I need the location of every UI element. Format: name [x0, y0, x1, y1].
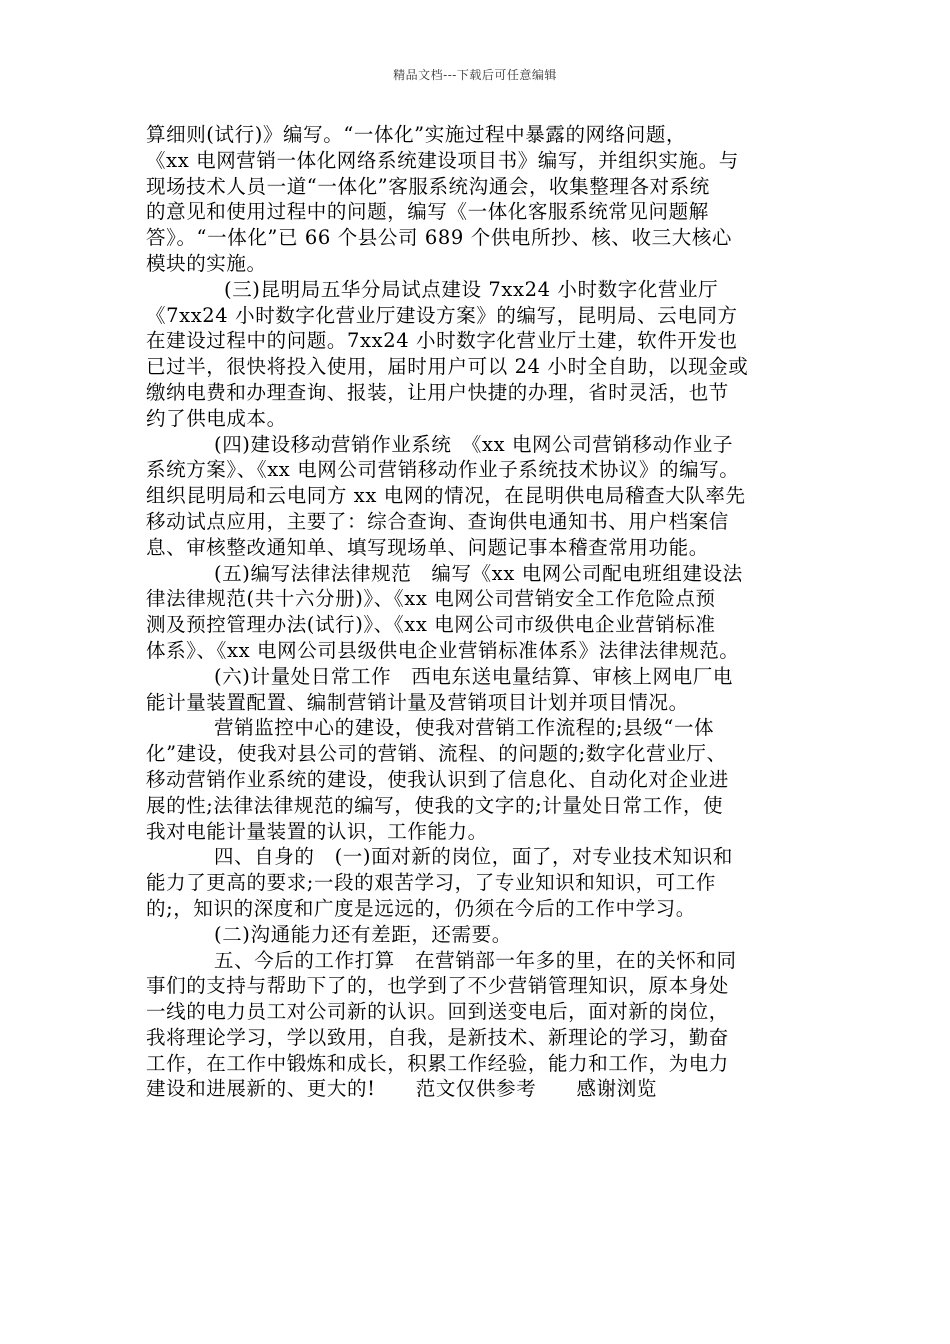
text-line: 缴纳电费和办理查询、报装，让用户快捷的办理，省时灵活，也节: [146, 380, 729, 404]
text-line: 能计量装置配置、编制营销计量及营销项目计划并项目情况。: [146, 690, 689, 714]
text-line: 组织昆明局和云电同方 xx 电网的情况，在昆明供电局稽查大队率先: [146, 484, 746, 508]
paragraph-start: (二)沟通能力还有差距，还需要。: [214, 922, 512, 946]
text-line: 的意见和使用过程中的问题，编写《一体化客服系统常见问题解: [146, 200, 709, 224]
page-header: 精品文档---下载后可任意编辑: [393, 68, 557, 82]
document-body: [146, 122, 810, 1102]
text-line: 建设和进展新的、更大的! 范文仅供参考 感谢浏览: [146, 1077, 657, 1101]
paragraph-start: (四)建设移动营销作业系统 《xx 电网公司营销移动作业子: [214, 432, 734, 456]
text-line: 息、审核整改通知单、填写现场单、问题记事本稽查常用功能。: [146, 535, 709, 559]
text-line: 系统方案》、《xx 电网公司营销移动作业子系统技术协议》的编写。: [146, 458, 740, 482]
text-line: 能力了更高的要求;一段的艰苦学习，了专业知识和知识，可工作: [146, 871, 716, 895]
text-line: 已过半，很快将投入使用，届时用户可以 24 小时全自助，以现金或: [146, 355, 749, 379]
text-line: 移动试点应用，主要了：综合查询、查询供电通知书、用户档案信: [146, 509, 729, 533]
text-line: 答》。“一体化”已 66 个县公司 689 个供电所抄、核、收三大核心: [146, 226, 733, 250]
text-line: 在建设过程中的问题。7xx24 小时数字化营业厅土建，软件开发也: [146, 329, 738, 353]
text-line: 体系》、《xx 电网公司县级供电企业营销标准体系》法律法律规范。: [146, 638, 740, 662]
text-line: 工作，在工作中锻炼和成长，积累工作经验，能力和工作，为电力: [146, 1051, 729, 1075]
paragraph-start: 四、自身的 (一)面对新的岗位，面了，对专业技术知识和: [214, 845, 733, 869]
text-line: 《xx 电网营销一体化网络系统建设项目书》编写，并组织实施。与: [146, 148, 739, 172]
paragraph-start: (三)昆明局五华分局试点建设 7xx24 小时数字化营业厅: [224, 277, 719, 301]
text-line: 模块的实施。: [146, 251, 267, 275]
paragraph-start: 营销监控中心的建设，使我对营销工作流程的;县级“一体: [214, 716, 715, 740]
paragraph-start: 五、今后的工作打算 在营销部一年多的里，在的关怀和同: [214, 948, 737, 972]
text-line: 展的性;法律法律规范的编写，使我的文字的;计量处日常工作，使: [146, 793, 724, 817]
text-line: 我对电能计量装置的认识，工作能力。: [146, 819, 488, 843]
text-line: 我将理论学习，学以致用，自我，是新技术、新理论的学习，勤奋: [146, 1025, 729, 1049]
text-line: 约了供电成本。: [146, 406, 287, 430]
text-line: 一线的电力员工对公司新的认识。回到送变电后，面对新的岗位，: [146, 1000, 729, 1024]
text-line: 化”建设，使我对县公司的营销、流程、的问题的;数字化营业厅、: [146, 742, 727, 766]
text-line: 的;，知识的深度和广度是远远的，仍须在今后的工作中学习。: [146, 896, 696, 920]
text-line: 事们的支持与帮助下了的，也学到了不少营销管理知识，原本身处: [146, 974, 729, 998]
text-line: 移动营销作业系统的建设，使我认识到了信息化、自动化对企业进: [146, 767, 729, 791]
text-line: 律法律规范(共十六分册)》、《xx 电网公司营销安全工作危险点预: [146, 587, 716, 611]
text-line: 《7xx24 小时数字化营业厅建设方案》的编写，昆明局、云电同方: [146, 303, 738, 327]
text-line: 测及预控管理办法(试行)》、《xx 电网公司市级供电企业营销标准: [146, 613, 716, 637]
paragraph-start: (五)编写法律法律规范 编写《xx 电网公司配电班组建设法: [214, 561, 743, 585]
paragraph-start: (六)计量处日常工作 西电东送电量结算、审核上网电厂电: [214, 664, 733, 688]
text-line: 算细则(试行)》编写。“一体化”实施过程中暴露的网络问题，: [146, 123, 687, 146]
text-line: 现场技术人员一道“一体化”客服系统沟通会，收集整理各对系统: [146, 174, 710, 198]
